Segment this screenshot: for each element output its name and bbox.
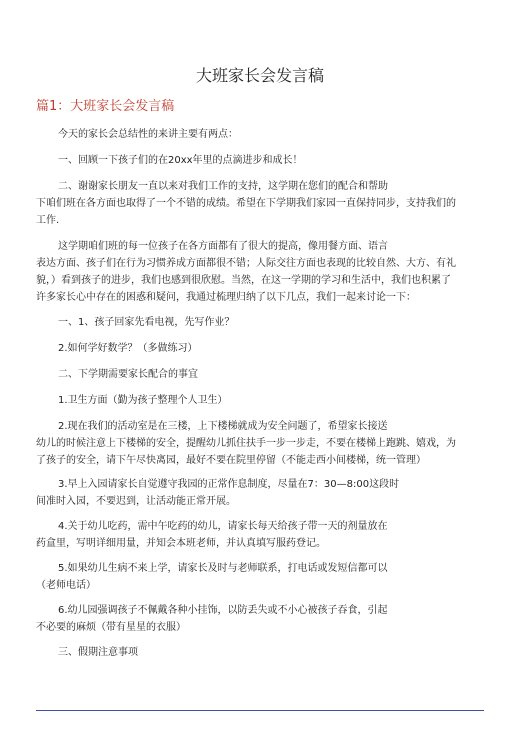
paragraph-holiday <box>36 644 488 661</box>
paragraph-line: 幼儿的时候注意上下楼梯的安全，提醒幼儿抓住扶手一步一步走，不要在楼梯上跑跳、嬉戏，为 <box>36 438 456 449</box>
paragraph-arrival-time <box>36 476 488 510</box>
paragraph-line: （老师电话） <box>36 580 96 591</box>
paragraph-line: 一、1、孩子回家先看电视，先写作业？ <box>58 317 235 328</box>
paragraph-line: 间准时入园，不要迟到，让活动能正常开展。 <box>36 496 236 507</box>
paragraph-line: 工作. <box>36 215 60 226</box>
paragraph-intro <box>36 126 488 143</box>
paragraph-section-two <box>36 366 488 383</box>
paragraph-line: 3.早上入园请家长自觉遵守我园的正常作息制度，尽量在7：30—8:00这段时 <box>58 479 400 490</box>
paragraph-medicine <box>36 518 488 552</box>
paragraph-line: 一、回顾一下孩子们的在20xx年里的点滴进步和成长！ <box>58 155 303 166</box>
paragraph-thanks <box>36 178 488 229</box>
paragraph-line: 二、下学期需要家长配合的事宜 <box>58 369 198 380</box>
paragraph-line: 表达方面、孩子们在行为习惯养成方面都很不错；人际交往方面也表现的比较自然、大方、有礼 <box>36 258 456 269</box>
paragraph-line: 三、假期注意事项 <box>58 647 138 658</box>
paragraph-question-2 <box>36 340 488 357</box>
paragraph-line: 下咱们班在各方面也取得了一个不错的成绩。希望在下学期我们家园一直保持同步，支持我们的 <box>36 198 456 209</box>
paragraph-question-1 <box>36 314 488 331</box>
paragraph-progress <box>36 238 488 306</box>
paragraph-line: 许多家长心中存在的困惑和疑问，我通过梳理归纳了以下几点，我们一起来讨论一下： <box>36 292 416 303</box>
paragraph-line: 了孩子的安全，请下午尽快离园，最好不要在院里停留（不能走西小间楼梯，统一管理） <box>36 455 426 466</box>
paragraph-line: 二、谢谢家长朋友一直以来对我们工作的支持，这学期在您们的配合和帮助 <box>58 181 388 192</box>
paragraph-line: 不必要的麻烦（带有星星的衣服） <box>36 622 186 633</box>
paragraph-line: 1.卫生方面（勤为孩子整理个人卫生） <box>58 395 228 406</box>
paragraph-hygiene <box>36 392 488 409</box>
paragraph-line: 4.关于幼儿吃药，需中午吃药的幼儿，请家长每天给孩子带一天的剂量放在 <box>58 521 388 532</box>
paragraph-line: 今天的家长会总结性的来讲主要有两点： <box>58 129 238 140</box>
paragraph-stairs-safety <box>36 418 488 469</box>
paragraph-line: 药盒里，写明详细用量，并知会本班老师，并认真填写服药登记。 <box>36 538 326 549</box>
paragraph-line: 2.如何学好数学？（多做练习） <box>58 343 198 354</box>
paragraph-review <box>36 152 488 169</box>
document-title: 大班家长会发言稿 <box>195 66 324 85</box>
footer-divider <box>36 710 484 711</box>
paragraph-line: 5.如果幼儿生病不来上学，请家长及时与老师联系，打电话或发短信都可以 <box>58 563 388 574</box>
paragraph-line: 貌，）看到孩子的进步，我们也感到很欣慰。当然，在这一学期的学习和生活中，我们也积累了 <box>36 275 451 286</box>
section-heading: 篇1：大班家长会发言稿 <box>36 99 175 114</box>
paragraph-accessories <box>36 602 488 636</box>
paragraph-line: 6.幼儿园强调孩子不佩戴各种小挂饰，以防丢失或不小心被孩子吞食，引起 <box>58 605 388 616</box>
paragraph-line: 这学期咱们班的每一位孩子在各方面都有了很大的提高，像用餐方面、语言 <box>58 241 388 252</box>
paragraph-line: 2.现在我们的活动室是在三楼，上下楼梯就成为安全问题了，希望家长接送 <box>58 421 388 432</box>
paragraph-sick-leave <box>36 560 488 594</box>
